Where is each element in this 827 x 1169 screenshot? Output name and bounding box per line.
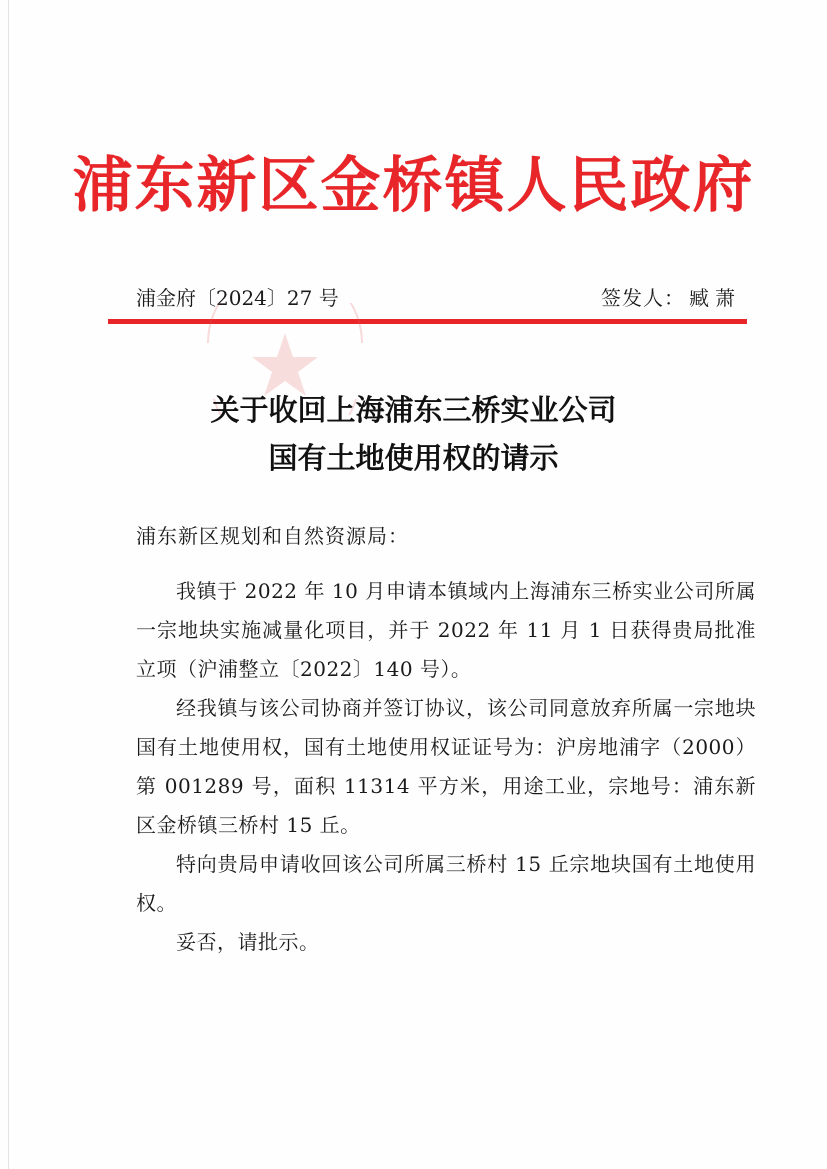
signer-name: 臧萧 (689, 286, 741, 310)
red-divider-line (108, 319, 747, 324)
agency-header-title: 浦东新区金桥镇人民政府 (72, 151, 755, 221)
body-text (136, 572, 756, 962)
body-paragraph-4: 妥否，请批示。 (176, 930, 320, 954)
document-title-line-1: 关于收回上海浦东三桥实业公司 (210, 393, 617, 427)
recipient-line: 浦东新区规划和自然资源局： (136, 524, 409, 548)
document-title (0, 386, 827, 482)
signer-block (601, 284, 741, 312)
document-number: 浦金府〔2024〕27 号 (136, 286, 339, 310)
document-title-line-2: 国有土地使用权的请示 (268, 441, 559, 475)
signer-label: 签发人： (601, 286, 685, 310)
body-paragraph-3: 特向贵局申请收回该公司所属三桥村 15 丘宗地块国有土地使用权。 (136, 852, 756, 915)
body-paragraph-1: 我镇于 2022 年 10 月申请本镇域内上海浦东三桥实业公司所属一宗地块实施减量化项目，并于 2022 年 11 月 1 日获得贵局批准立项（沪浦整立〔2022〕140 号）。 (136, 579, 756, 681)
body-paragraph-2: 经我镇与该公司协商并签订协议，该公司同意放弃所属一宗地块国有土地使用权，国有土地使用权证证号为：沪房地浦字（2000）第 001289 号，面积 11314 平方米，用途工业，宗地号：浦东新区金桥镇三桥村 15 丘。 (136, 696, 756, 837)
